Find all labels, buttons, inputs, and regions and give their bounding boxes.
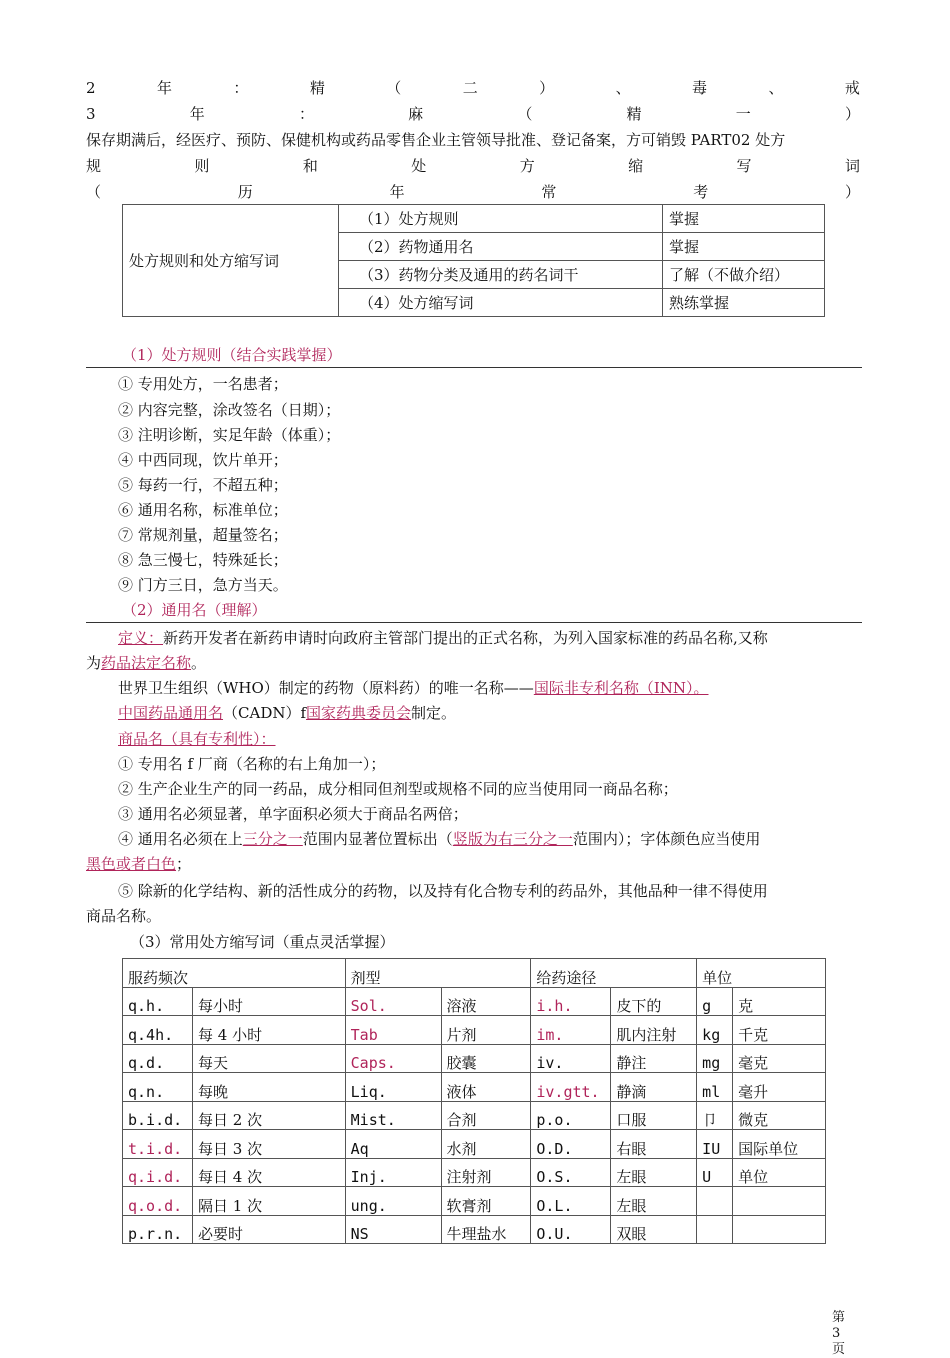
route-meaning: 右眼 bbox=[611, 1130, 697, 1159]
rule-item: ① 专用处方，一名患者； bbox=[118, 375, 288, 393]
table-row bbox=[123, 1044, 826, 1073]
frequency-meaning: 必要时 bbox=[192, 1215, 345, 1244]
dosage-form-meaning: 牛理盐水 bbox=[441, 1215, 531, 1244]
unit-meaning: 微克 bbox=[733, 1101, 826, 1130]
unit-abbr: U bbox=[697, 1158, 733, 1187]
route-meaning: 左眼 bbox=[611, 1158, 697, 1187]
rule-item: ② 内容完整，涂改签名（日期）； bbox=[118, 401, 341, 419]
route-meaning: 左眼 bbox=[611, 1187, 697, 1216]
frequency-abbr: q.h. bbox=[123, 987, 193, 1016]
rule-item: ④ 中西同现，饮片单开； bbox=[118, 451, 288, 469]
unit-meaning: 国际单位 bbox=[733, 1130, 826, 1159]
frequency-abbr: p.r.n. bbox=[123, 1215, 193, 1244]
text: 常 bbox=[541, 183, 557, 201]
frequency-meaning: 每小时 bbox=[192, 987, 345, 1016]
table-row bbox=[123, 1101, 826, 1130]
text: （ bbox=[517, 105, 533, 123]
route-meaning: 静滴 bbox=[611, 1073, 697, 1102]
text: 、 bbox=[615, 79, 631, 97]
text: 规 bbox=[86, 157, 102, 175]
dosage-form-abbr: Tab bbox=[345, 1016, 441, 1045]
text: 3 bbox=[832, 1326, 841, 1341]
text: 范围内）；字体颜色应当使用 bbox=[572, 830, 761, 848]
divider bbox=[86, 622, 862, 623]
highlight: 三分之一 bbox=[242, 830, 303, 848]
text: 方 bbox=[519, 157, 535, 175]
dosage-form-abbr: Mist. bbox=[345, 1101, 441, 1130]
frequency-abbr: q.4h. bbox=[123, 1016, 193, 1045]
unit-abbr: kg bbox=[697, 1016, 733, 1045]
unit-meaning: 单位 bbox=[733, 1158, 826, 1187]
frequency-meaning: 每晚 bbox=[192, 1073, 345, 1102]
item-cell: （3）药物分类及通用的药名词干 bbox=[339, 261, 663, 289]
column-header: 给药途径 bbox=[531, 959, 697, 988]
trade-item: ② 生产企业生产的同一药品，成分相同但剂型或规格不同的应当使用同一商品名称； bbox=[118, 780, 678, 798]
section3-heading: （3）常用处方缩写词（重点灵活掌握） bbox=[130, 933, 395, 951]
cadn-term: 中国药品通用名 bbox=[118, 704, 224, 722]
text: 、 bbox=[768, 79, 784, 97]
dosage-form-meaning: 水剂 bbox=[441, 1130, 531, 1159]
unit-abbr bbox=[697, 1187, 733, 1216]
route-abbr: O.L. bbox=[531, 1187, 611, 1216]
unit-abbr: g bbox=[697, 987, 733, 1016]
text: 词 bbox=[844, 157, 860, 175]
unit-abbr: 卩 bbox=[697, 1101, 733, 1130]
frequency-meaning: 每 4 小时 bbox=[192, 1016, 345, 1045]
table-row bbox=[123, 1130, 826, 1159]
level-cell: 掌握 bbox=[663, 205, 825, 233]
divider bbox=[86, 367, 862, 368]
dosage-form-abbr: NS bbox=[345, 1215, 441, 1244]
level-cell: 掌握 bbox=[663, 233, 825, 261]
text: 年 bbox=[156, 79, 172, 97]
table-row bbox=[123, 205, 825, 233]
frequency-meaning: 每日 4 次 bbox=[192, 1158, 345, 1187]
who-line bbox=[118, 678, 709, 698]
trade-name-heading: 商品名（具有专利性）： bbox=[118, 730, 276, 748]
column-header: 单位 bbox=[697, 959, 826, 988]
route-abbr: p.o. bbox=[531, 1101, 611, 1130]
frequency-abbr: b.i.d. bbox=[123, 1101, 193, 1130]
dosage-form-meaning: 软膏剂 bbox=[441, 1187, 531, 1216]
text: 制定。 bbox=[411, 704, 457, 722]
route-abbr: O.U. bbox=[531, 1215, 611, 1244]
frequency-meaning: 每日 3 次 bbox=[192, 1130, 345, 1159]
top-line-5 bbox=[86, 182, 860, 202]
text: 历 bbox=[237, 183, 253, 201]
text: 2 bbox=[86, 79, 96, 97]
level-cell: 了解（不做介绍） bbox=[663, 261, 825, 289]
frequency-meaning: 每天 bbox=[192, 1044, 345, 1073]
legal-name-term: 药品法定名称 bbox=[101, 654, 192, 672]
dosage-form-abbr: Inj. bbox=[345, 1158, 441, 1187]
definition-text: 新药开发者在新药申请时向政府主管部门提出的正式名称，为列入国家标准的药品名称,又称 bbox=[163, 629, 768, 647]
definition-label: 定义： bbox=[118, 629, 164, 647]
text: 3 bbox=[86, 105, 96, 123]
route-abbr: O.S. bbox=[531, 1158, 611, 1187]
column-header: 剂型 bbox=[345, 959, 531, 988]
unit-meaning: 克 bbox=[733, 987, 826, 1016]
definition-line bbox=[118, 628, 768, 648]
table-row bbox=[123, 1073, 826, 1102]
item-cell: （2）药物通用名 bbox=[339, 233, 663, 261]
text: ： bbox=[298, 105, 314, 123]
unit-meaning: 千克 bbox=[733, 1016, 826, 1045]
item-cell: （4）处方缩写词 bbox=[339, 289, 663, 317]
table-row bbox=[123, 987, 826, 1016]
dosage-form-meaning: 合剂 bbox=[441, 1101, 531, 1130]
section2-heading: （2）通用名（理解） bbox=[122, 601, 267, 619]
unit-meaning bbox=[733, 1215, 826, 1244]
frequency-meaning: 每日 2 次 bbox=[192, 1101, 345, 1130]
dosage-form-abbr: Aq bbox=[345, 1130, 441, 1159]
dosage-form-abbr: Sol. bbox=[345, 987, 441, 1016]
text: 则 bbox=[194, 157, 210, 175]
frequency-abbr: t.i.d. bbox=[123, 1130, 193, 1159]
rule-item: ⑨ 门方三日，急方当天。 bbox=[118, 576, 288, 594]
dosage-form-abbr: Caps. bbox=[345, 1044, 441, 1073]
top-line-2 bbox=[86, 104, 860, 124]
unit-meaning: 毫升 bbox=[733, 1073, 826, 1102]
route-abbr: iv. bbox=[531, 1044, 611, 1073]
item-cell: （1）处方规则 bbox=[339, 205, 663, 233]
rule-item: ⑧ 急三慢七，特殊延长； bbox=[118, 551, 288, 569]
route-meaning: 肌内注射 bbox=[611, 1016, 697, 1045]
dosage-form-meaning: 片剂 bbox=[441, 1016, 531, 1045]
rule-item: ⑥ 通用名称，标准单位； bbox=[118, 501, 288, 519]
text: 麻 bbox=[408, 105, 424, 123]
rule-item: ⑤ 每药一行，不超五种； bbox=[118, 476, 288, 494]
frequency-meaning: 隔日 1 次 bbox=[192, 1187, 345, 1216]
text: ： bbox=[233, 79, 249, 97]
unit-meaning bbox=[733, 1187, 826, 1216]
highlight: 竖版为右三分之一 bbox=[452, 830, 573, 848]
text: （ bbox=[386, 79, 402, 97]
text: 范围内显著位置标出（ bbox=[302, 830, 453, 848]
text: 精 bbox=[309, 79, 325, 97]
cadn-line bbox=[118, 703, 456, 723]
trade-item: ⑤ 除新的化学结构、新的活性成分的药物，以及持有化合物专利的药品外，其他品种一律不得使用 bbox=[118, 882, 768, 900]
text: 缩 bbox=[628, 157, 644, 175]
rule-item: ⑦ 常规剂量，超量签名； bbox=[118, 526, 288, 544]
route-meaning: 双眼 bbox=[611, 1215, 697, 1244]
text: ） bbox=[844, 105, 860, 123]
trade-item: ① 专用名 f 厂商（名称的右上角加一）； bbox=[118, 755, 386, 773]
route-abbr: i.h. bbox=[531, 987, 611, 1016]
text: 和 bbox=[302, 157, 318, 175]
text: 考 bbox=[693, 183, 709, 201]
text: （CADN）f bbox=[223, 704, 307, 722]
unit-meaning: 毫克 bbox=[733, 1044, 826, 1073]
text: ； bbox=[176, 855, 192, 873]
inn-term: 国际非专利名称（INN）。 bbox=[533, 679, 709, 697]
route-abbr: O.D. bbox=[531, 1130, 611, 1159]
text: 第 bbox=[832, 1310, 846, 1325]
trade-item-cont bbox=[86, 854, 191, 874]
trade-item-cont: 商品名称。 bbox=[86, 907, 162, 925]
text: 写 bbox=[736, 157, 752, 175]
route-abbr: im. bbox=[531, 1016, 611, 1045]
abbreviation-table bbox=[122, 958, 826, 1244]
route-meaning: 口服 bbox=[611, 1101, 697, 1130]
dosage-form-abbr: ung. bbox=[345, 1187, 441, 1216]
text: 为 bbox=[86, 654, 102, 672]
top-line-1 bbox=[86, 78, 860, 98]
trade-item: ③ 通用名必须显著，单字面积必须大于商品名两倍； bbox=[118, 805, 468, 823]
top-line-3: 保存期满后，经医疗、预防、保健机构或药品零售企业主管领导批准、登记备案，方可销毁 PART02 处方 bbox=[86, 131, 786, 149]
dosage-form-meaning: 注射剂 bbox=[441, 1158, 531, 1187]
text: 二 bbox=[462, 79, 478, 97]
section1-heading: （1）处方规则（结合实践掌握） bbox=[122, 346, 342, 364]
table-row bbox=[123, 1016, 826, 1045]
pharmacopoeia-term: 国家药典委员会 bbox=[306, 704, 412, 722]
topic-cell: 处方规则和处方缩写词 bbox=[123, 205, 339, 317]
text: ） bbox=[539, 79, 555, 97]
unit-abbr: mg bbox=[697, 1044, 733, 1073]
route-abbr: iv.gtt. bbox=[531, 1073, 611, 1102]
definition-line-2 bbox=[86, 653, 206, 673]
unit-abbr bbox=[697, 1215, 733, 1244]
highlight: 黑色或者白色 bbox=[86, 855, 177, 873]
unit-abbr: ml bbox=[697, 1073, 733, 1102]
text: 一 bbox=[735, 105, 751, 123]
table-row bbox=[123, 1187, 826, 1216]
frequency-abbr: q.o.d. bbox=[123, 1187, 193, 1216]
unit-abbr: IU bbox=[697, 1130, 733, 1159]
level-cell: 熟练掌握 bbox=[663, 289, 825, 317]
top-line-4 bbox=[86, 156, 860, 176]
text: ） bbox=[844, 183, 860, 201]
trade-item bbox=[118, 829, 760, 849]
text: （ bbox=[86, 183, 102, 201]
text: 精 bbox=[626, 105, 642, 123]
text: 毒 bbox=[692, 79, 708, 97]
dosage-form-meaning: 液体 bbox=[441, 1073, 531, 1102]
rule-item: ③ 注明诊断，实足年龄（体重）； bbox=[118, 426, 341, 444]
table-row bbox=[123, 1158, 826, 1187]
text: 世界卫生组织（WHO）制定的药物（原料药）的唯一名称—— bbox=[118, 679, 534, 697]
text: 年 bbox=[389, 183, 405, 201]
text: ④ 通用名必须在上 bbox=[118, 830, 243, 848]
frequency-abbr: q.d. bbox=[123, 1044, 193, 1073]
text: 。 bbox=[191, 654, 207, 672]
dosage-form-meaning: 溶液 bbox=[441, 987, 531, 1016]
text: 年 bbox=[189, 105, 205, 123]
text: 页 bbox=[832, 1342, 846, 1357]
overview-table bbox=[122, 204, 825, 317]
text: 戒 bbox=[844, 79, 860, 97]
table-header-row bbox=[123, 959, 826, 988]
text: 处 bbox=[411, 157, 427, 175]
page-number bbox=[832, 1310, 852, 1358]
column-header: 服药频次 bbox=[123, 959, 346, 988]
route-meaning: 静注 bbox=[611, 1044, 697, 1073]
route-meaning: 皮下的 bbox=[611, 987, 697, 1016]
dosage-form-abbr: Liq. bbox=[345, 1073, 441, 1102]
dosage-form-meaning: 胶囊 bbox=[441, 1044, 531, 1073]
frequency-abbr: q.i.d. bbox=[123, 1158, 193, 1187]
table-row bbox=[123, 1215, 826, 1244]
frequency-abbr: q.n. bbox=[123, 1073, 193, 1102]
